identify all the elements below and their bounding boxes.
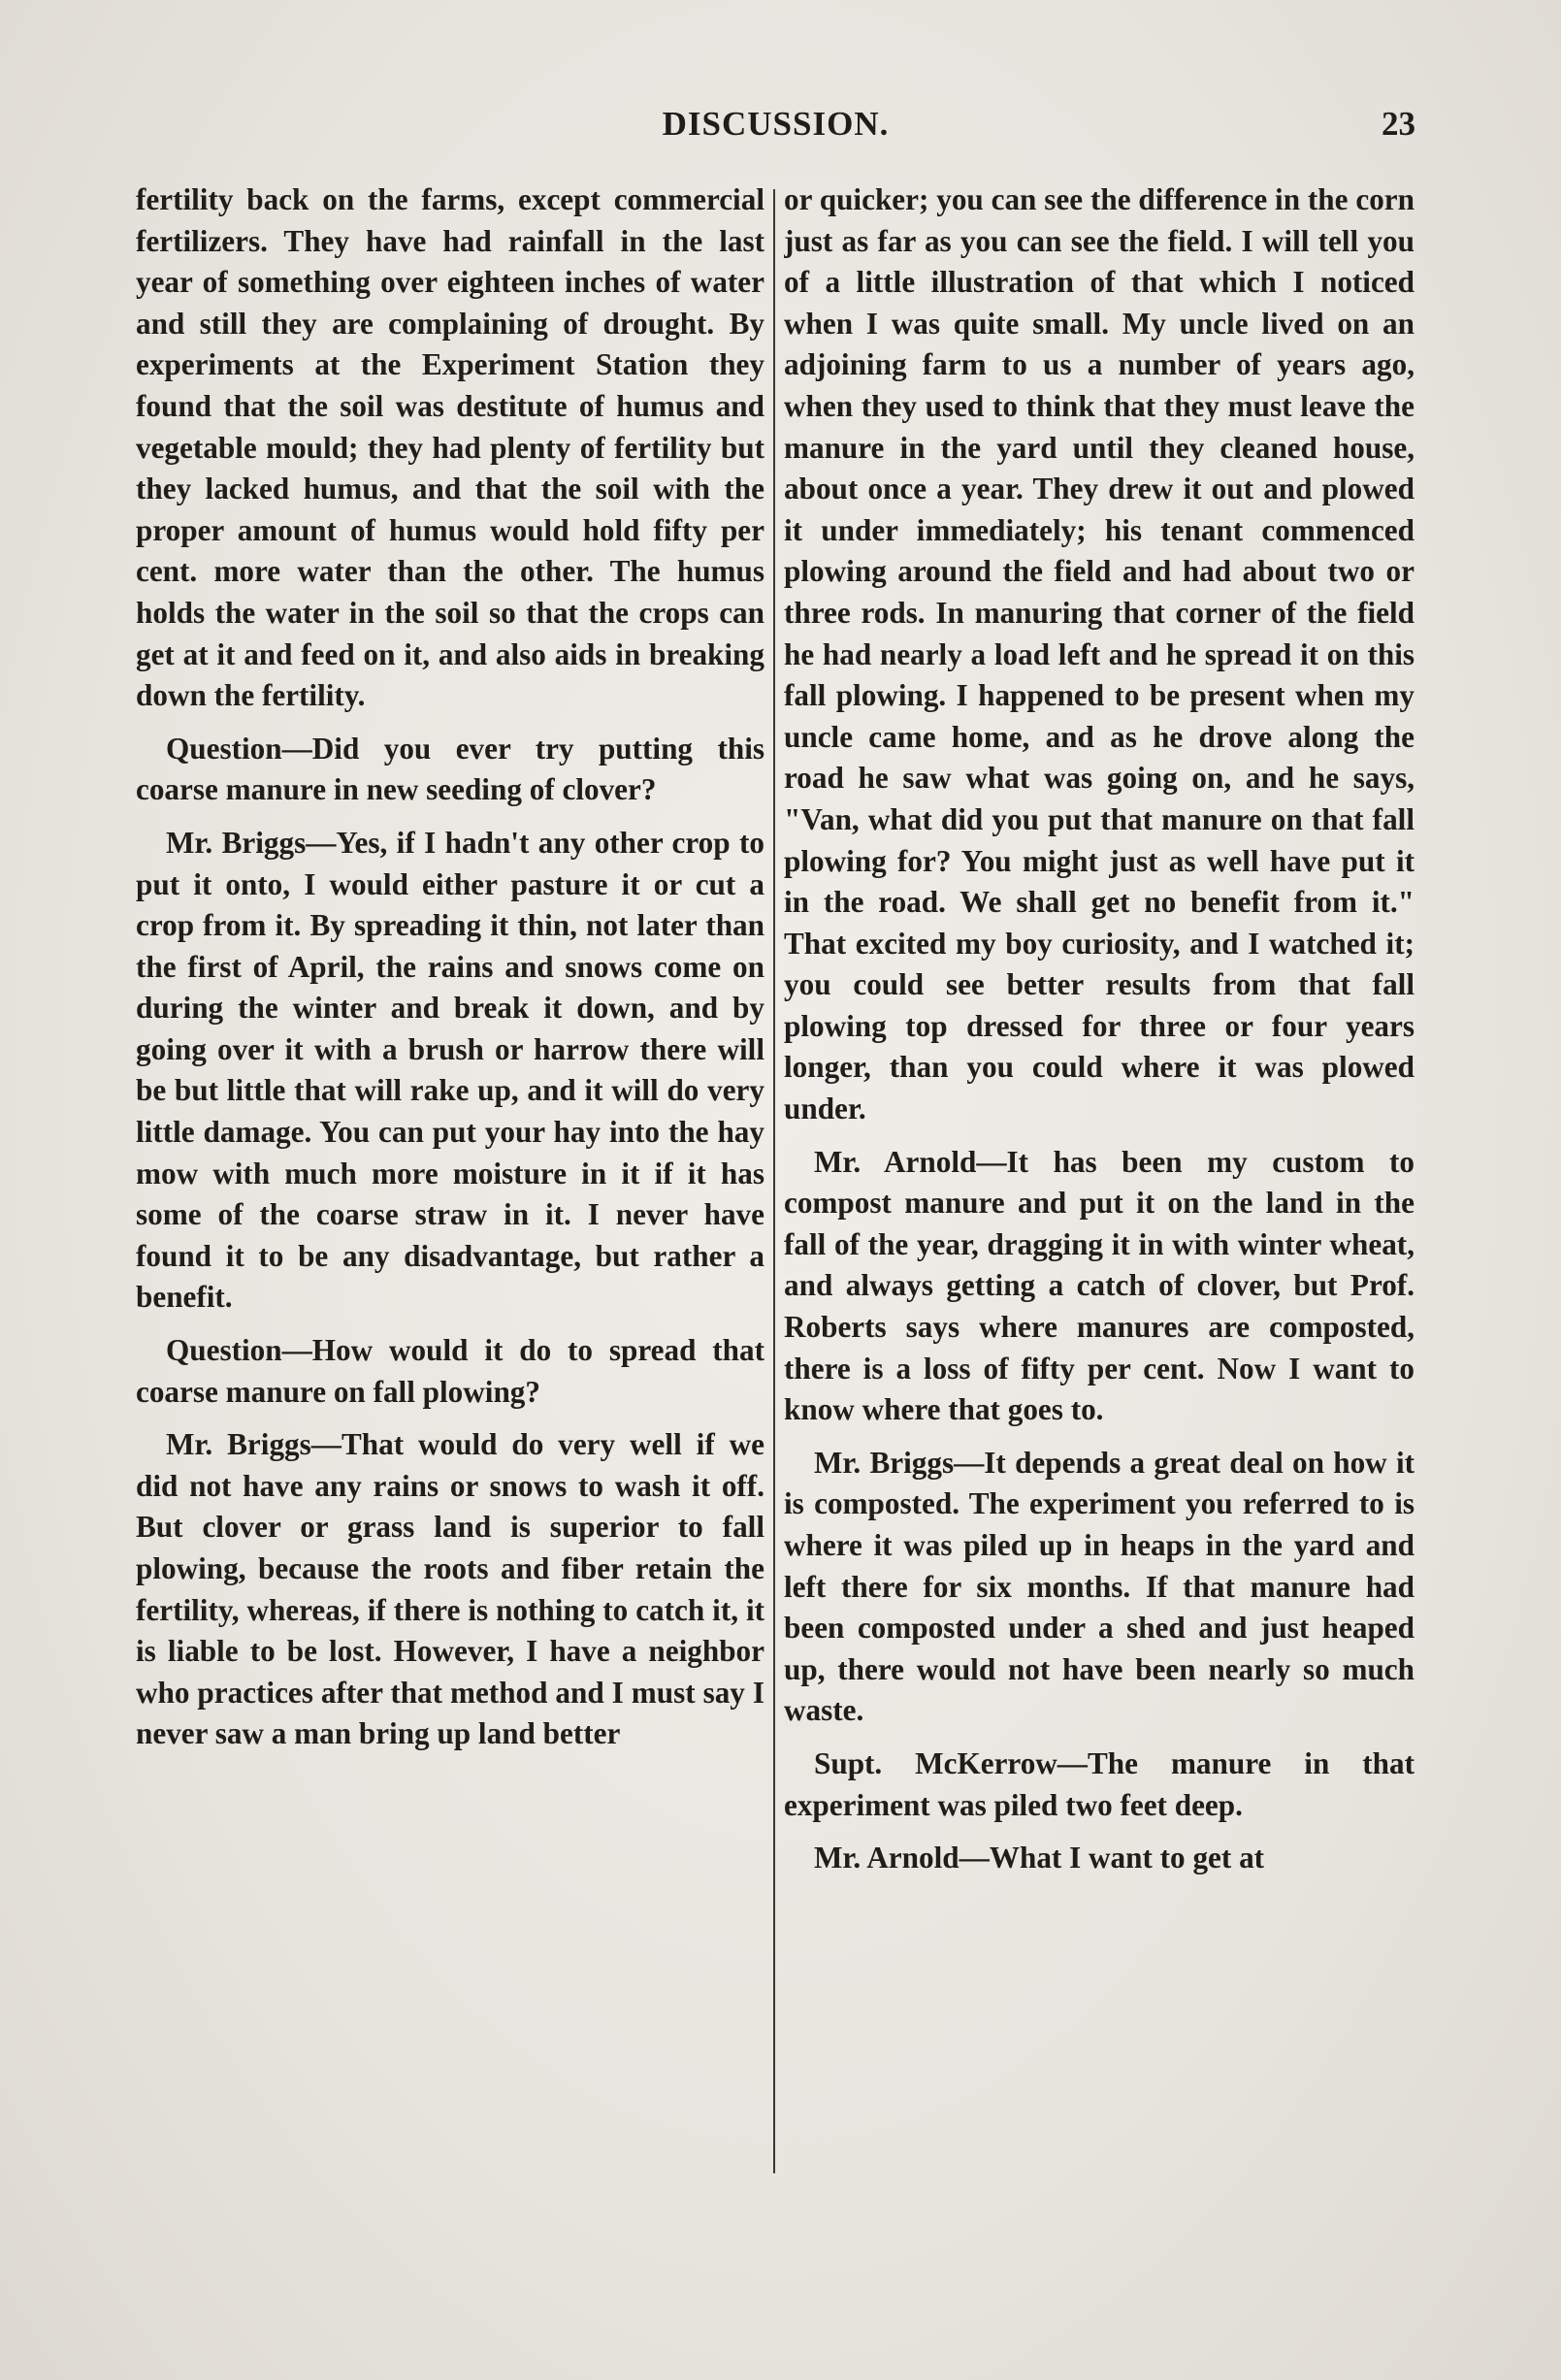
- paragraph: Mr. Briggs—It depends a great deal on how it is composted. The experiment you referred to is where it was piled up in heaps in the yard and left there for six months. If that manure had been composted under a shed and just heaped up, there would not have been nearly so much waste.: [784, 1445, 1415, 1728]
- paragraph: Mr. Arnold—What I want to get at: [814, 1841, 1265, 1875]
- left-column: [136, 179, 764, 2178]
- paragraph: Mr. Briggs—That would do very well if we did not have any rains or snows to wash it off. But clover or grass land is superior to fall plowing, because the roots and fiber retain the fertility, whereas, if there is nothing to catch it, it is liable to be lost. However, I have a neighbor who practices after that method and I must say I never saw a man bring up land better: [136, 1427, 764, 1751]
- paragraph: Question—Did you ever try putting this coarse manure in new seeding of clover?: [136, 731, 764, 807]
- column-divider: [773, 189, 775, 2173]
- page-number: 23: [1382, 105, 1415, 143]
- paragraph: Mr. Briggs—Yes, if I hadn't any other crop to put it onto, I would either pasture it or cut a crop from it. By spreading it thin, not later than the first of April, the rains and snows come on during the winter and break it down, and by going over it with a brush or harrow there will be but little that will rake up, and it will do very little damage. You can put your hay into the hay mow with much more moisture in it if it has some of the coarse straw in it. I never have found it to be any disadvantage, but rather a benefit.: [136, 825, 764, 1315]
- running-head: [136, 97, 1415, 155]
- paragraph: Question—How would it do to spread that coarse manure on fall plowing?: [136, 1333, 764, 1409]
- running-title: DISCUSSION.: [662, 105, 890, 143]
- paragraph: fertility back on the farms, except commercial fertilizers. They have had rainfall in the last year of something over eighteen inches of water and still they are complaining of drought. By experiments at the Experiment Station they found that the soil was destitute of humus and vegetable mould; they had plenty of fertility but they lacked humus, and that the soil with the proper amount of humus would hold fifty per cent. more water than the other. The humus holds the water in the soil so that the crops can get at it and feed on it, and also aids in breaking down the fertility.: [136, 182, 764, 713]
- right-column: [784, 179, 1415, 2178]
- paragraph: or quicker; you can see the difference in the corn just as far as you can see the field. I will tell you of a little illustration of that which I noticed when I was quite small. My uncle lived on an adjoining farm to us a number of years ago, when they used to think that they must leave the manure in the yard until they cleaned house, about once a year. They drew it out and plowed it under immediately; his tenant commenced plowing around the field and had about two or three rods. In manuring that corner of the field he had nearly a load left and he spread it on this fall plowing. I happened to be present when my uncle came home, and as he drove along the road he saw what was going on, and he says, "Van, what did you put that manure on that fall plowing for? You might just as well have put it in the road. We shall get no benefit from it." That excited my boy curiosity, and I watched it; you could see better results from that fall plowing top dressed for three or four years longer, than you could where it was plowed under.: [784, 182, 1415, 1126]
- paragraph: Supt. McKerrow—The manure in that experiment was piled two feet deep.: [784, 1745, 1415, 1822]
- paragraph: Mr. Arnold—It has been my custom to compost manure and put it on the land in the fall of the year, dragging it in with winter wheat, and always getting a catch of clover, but Prof. Roberts says where manures are composted, there is a loss of fifty per cent. Now I want to know where that goes to.: [784, 1144, 1415, 1427]
